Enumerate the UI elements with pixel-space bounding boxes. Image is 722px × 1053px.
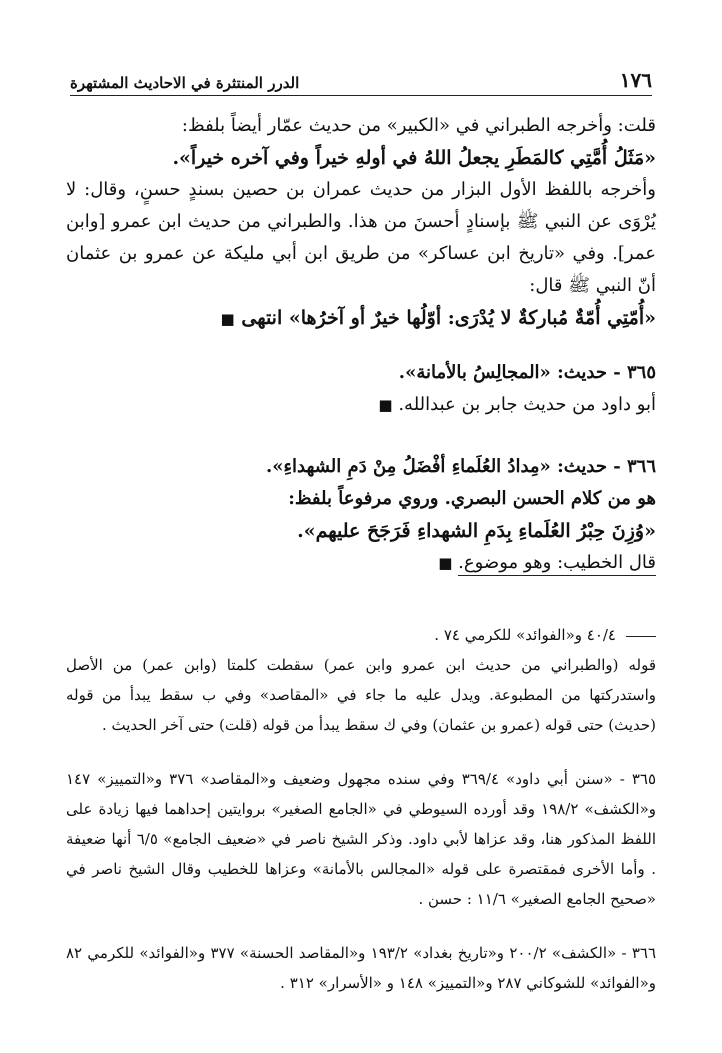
footnote-rule xyxy=(626,636,656,637)
hadith-366-quote: «وُزِنَ حِبْرُ العُلَماءِ بِدَمِ الشهداءِ فَرَجَحَ عليهم». xyxy=(297,520,656,542)
end-mark: ■ xyxy=(220,310,235,328)
paragraph-takhrij: وأخرجه باللفظ الأول البزار من حديث عمران بن حصين بسندٍ حسنٍ، وقال: لا يُرْوَى عن النبي ﷺ بإسنادٍ أحسنَ من هذا. والطبراني من حديث ابن عمرو [وابن عمر]. وفي «تاريخ ابن عساكر» من طريق ابن أبي مليكة عن عمرو بن عثمان أنّ النبي ﷺ قال: xyxy=(66,179,656,296)
running-title: الدرر المنتثرة في الاحاديث المشتهرة xyxy=(70,74,300,92)
footnote-continued-ref xyxy=(66,620,656,650)
hadith-365-heading: ٣٦٥ - حديث: «المجالِسُ بالأمانة». xyxy=(398,362,656,383)
hadith-365-text xyxy=(66,389,656,421)
hadith-quote-text: «أُمّتِي أُمّةٌ مُباركةٌ لا يُدْرَى: أوّلُها خيرٌ أو آخرُها» انتهى xyxy=(241,307,656,329)
footnote-365: ٣٦٥ - «سنن أبي داود» ٣٦٩/٤ وفي سنده مجهول وضعيف و«المقاصد» ٣٧٦ و«التمييز» ١٤٧ و«الكشف» ١٩٨/٢ وقد أورده السيوطي في «الجامع الصغير» بروايتين إحداهما فيها زيادة على اللفظ المذكور هنا، وقد عزاها لأبي داود. وذكر الشيخ ناصر في «ضعيف الجامع» ٦/٥ أنها ضعيفة . وأما الأخرى فمقتصرة على قوله «المجالس بالأمانة» وعزاها للخطيب وقال الشيخ ناصر في «صحيح الجامع الصغير» ١١/٦ : حسن . xyxy=(66,770,657,908)
hadith-366-heading: ٣٦٦ - حديث: «مِدادُ العُلَماءِ أفْضَلُ مِنْ دَمِ الشهداءِ». xyxy=(266,456,656,477)
hadith-quote-matar: «مَثَلُ أُمَّتِي كالمَطَرِ يجعلُ اللهُ في أولهِ خيراً وفي آخره خيراً». xyxy=(172,147,656,169)
hadith-365-source: أبو داود من حديث جابر بن عبدالله. xyxy=(398,394,656,415)
footnote-366: ٣٦٦ - «الكشف» ٢٠٠/٢ و«تاريخ بغداد» ١٩٣/٢ و«المقاصد الحسنة» ٣٧٧ و«الفوائد» للكرمي ٨٢ و«الفوائد» للشوكاني ٢٨٧ و«التمييز» ١٤٨ و «الأسرار» ٣١٢ . xyxy=(66,944,656,992)
footnote-variant-note: قوله (والطبراني من حديث ابن عمرو وابن عمر) سقطت كلمتا (وابن عمر) من الأصل واستدركتها من المطبوعة. ويدل عليه ما جاء في «المقاصد» وفي ب سقط يبدأ من قوله (حديث) حتى قوله (عمرو بن عثمان) وفي ك سقط يبدأ من قوله (قلت) حتى آخر الحديث . xyxy=(66,656,656,734)
hadith-quote-ummati xyxy=(66,302,656,335)
end-mark: ■ xyxy=(378,396,393,414)
end-mark: ■ xyxy=(438,554,453,572)
hadith-366-note: هو من كلام الحسن البصري. وروي مرفوعاً بلفظ: xyxy=(288,488,656,509)
page-number: ١٧٦ xyxy=(619,68,652,92)
main-text xyxy=(66,110,656,579)
page-header xyxy=(70,58,652,96)
verdict-text: قال الخطيب: وهو موضوع. xyxy=(458,552,656,576)
footnotes xyxy=(66,620,656,998)
hadith-366-verdict xyxy=(66,547,656,579)
paragraph-qult: قلت: وأخرجه الطبراني في «الكبير» من حديث عمّار أيضاً بلفظ: xyxy=(181,115,656,136)
footnote-ref-text: ٤٠/٤ و«الفوائد» للكرمي ٧٤ . xyxy=(434,626,616,644)
